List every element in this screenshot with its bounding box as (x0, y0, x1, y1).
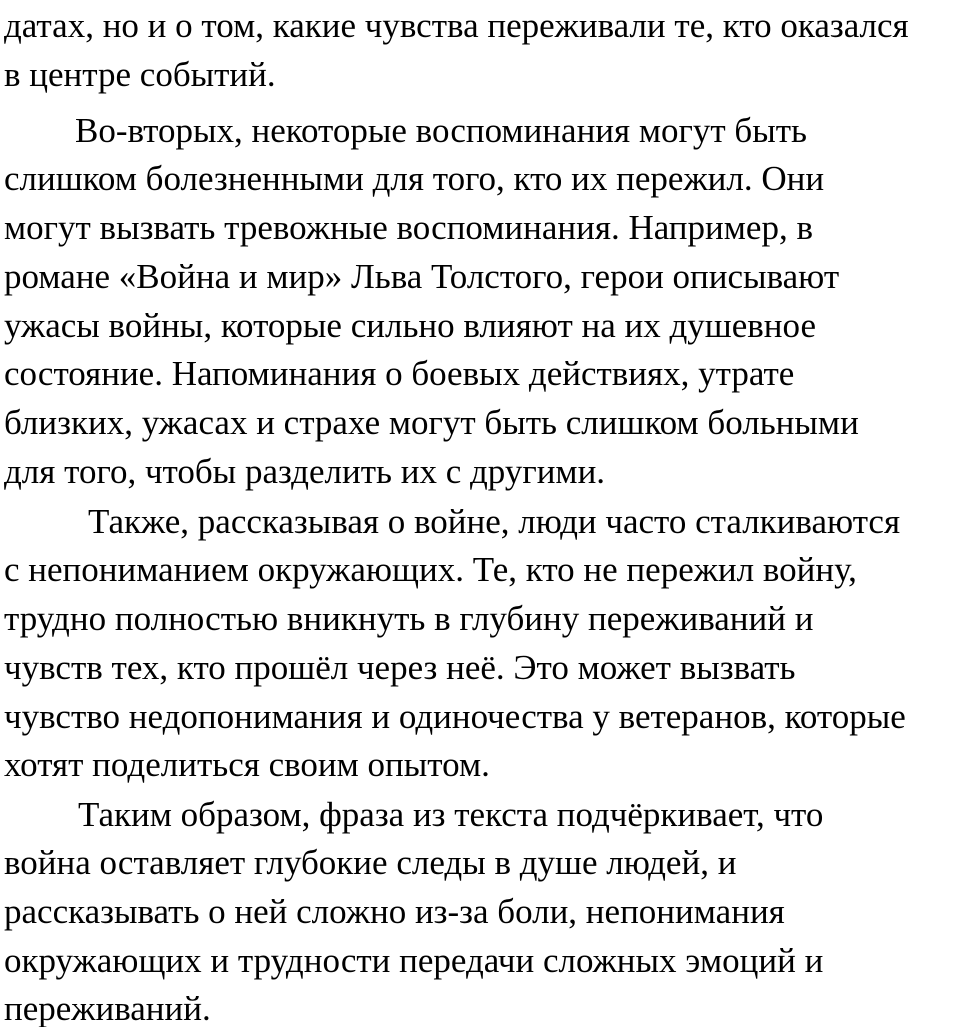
text-line: чувство недопонимания и одиночества у ветеранов, которые (4, 697, 906, 736)
text-line: окружающих и трудности передачи сложных эмоций и (4, 941, 824, 980)
text-line: романе «Война и мир» Льва Толстого, герои описывают (4, 257, 840, 296)
text-line: Таким образом, фраза из текста подчёркивает, что (78, 795, 824, 834)
text-line: с непониманием окружающих. Те, кто не пережил войну, (4, 550, 857, 589)
text-line: хотят поделиться своим опытом. (4, 745, 490, 784)
text-line: рассказывать о ней сложно из-за боли, непонимания (4, 892, 785, 931)
text-line: близких, ужасах и страхе могут быть слишком больными (4, 403, 859, 442)
text-line: в центре событий. (4, 55, 276, 94)
text-line: трудно полностью вникнуть в глубину переживаний и (4, 599, 814, 638)
text-line: слишком болезненными для того, кто их пережил. Они (4, 159, 825, 198)
text-line: Также, рассказывая о войне, люди часто сталкиваются (88, 502, 901, 541)
text-line: состояние. Напоминания о боевых действиях, утрате (4, 354, 795, 393)
text-line: чувств тех, кто прошёл через неё. Это может вызвать (4, 648, 796, 687)
text-line: переживаний. (4, 989, 211, 1027)
text-line: Во-вторых, некоторые воспоминания могут быть (75, 111, 808, 150)
text-line: ужасы войны, которые сильно влияют на их душевное (4, 306, 816, 345)
text-line: война оставляет глубокие следы в душе людей, и (4, 843, 737, 882)
text-line: датах, но и о том, какие чувства переживали те, кто оказался (4, 6, 909, 45)
text-line: для того, чтобы разделить их с другими. (4, 452, 606, 491)
text-line: могут вызвать тревожные воспоминания. Например, в (4, 208, 813, 247)
